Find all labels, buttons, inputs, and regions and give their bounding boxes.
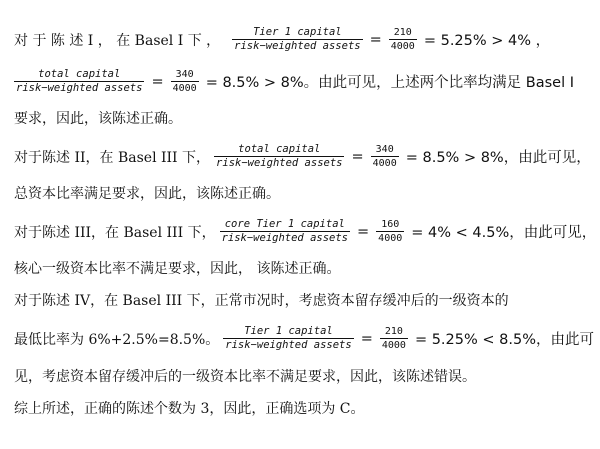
fraction-core-tier1-over-rwa [220, 218, 350, 245]
numerator: 210 [384, 326, 403, 337]
equals-sign: = [351, 148, 364, 165]
numerator: core Tier 1 capital [224, 218, 345, 230]
denominator: risk−weighted assets [216, 157, 343, 169]
denominator: risk−weighted assets [221, 232, 349, 244]
result: = 4% < 4.5%，由此可见， [411, 225, 597, 241]
text: 对于陈述 III，在 Basel III 下， [14, 224, 216, 241]
numerator: 210 [393, 27, 412, 38]
fraction-total-over-rwa [214, 143, 344, 170]
fraction-values [171, 68, 199, 95]
equals-sign: = [360, 330, 373, 347]
paragraph-statement-4-line-1 [14, 290, 590, 310]
numerator: 340 [375, 144, 394, 155]
numerator: Tier 1 capital [244, 325, 333, 337]
result: = 5.25% < 8.5%，由此可 [414, 332, 594, 348]
paragraph-statement-1-line-2 [14, 68, 590, 95]
result: = 8.5% > 8%，由此可见， [405, 150, 591, 166]
fraction-values [376, 218, 404, 245]
denominator: 4000 [172, 83, 197, 94]
equals-sign: = [369, 31, 382, 48]
fraction-values [371, 143, 399, 170]
fraction-values [389, 26, 417, 53]
denominator: risk−weighted assets [225, 339, 352, 351]
text: 综上所述，正确的陈述个数为 3，因此，正确选项为 C。 [14, 401, 365, 417]
text: 对于陈述 IV，在 Basel III 下，正常市况时，考虑资本留存缓冲后的一级资本的 [14, 293, 509, 309]
equals-sign: = [151, 73, 164, 90]
paragraph-statement-4-line-2 [14, 325, 594, 352]
fraction-tier1-over-rwa [232, 26, 362, 53]
text: 对于陈述 II，在 Basel III 下， [14, 149, 211, 166]
text: 对 于 陈 述 Ⅰ ， 在 Basel Ⅰ 下 ， [14, 32, 221, 49]
numerator: Tier 1 capital [253, 26, 342, 38]
denominator: risk−weighted assets [234, 40, 361, 52]
fraction-values [380, 325, 408, 352]
equals-sign: = [357, 223, 370, 240]
text: 总资本比率满足要求，因此，该陈述正确。 [14, 186, 280, 202]
denominator: 4000 [390, 41, 415, 52]
text: 见，考虑资本留存缓冲后的一级资本比率不满足要求，因此，该陈述错误。 [14, 369, 476, 385]
text: 核心一级资本比率不满足要求，因此， 该陈述正确。 [14, 261, 341, 277]
paragraph-statement-1-line-1 [14, 26, 590, 53]
denominator: 4000 [381, 340, 406, 351]
paragraph-statement-2-line-1 [14, 143, 590, 170]
numerator: 340 [175, 69, 194, 80]
fraction-tier1-over-rwa [223, 325, 353, 352]
paragraph-statement-3-line-2 [14, 258, 590, 278]
text: 最低比率为 6%+2.5%=8.5%。 [14, 331, 220, 348]
denominator: 4000 [378, 233, 403, 244]
paragraph-statement-3-line-1 [14, 218, 597, 245]
numerator: total capital [38, 68, 121, 80]
numerator: 160 [381, 219, 400, 230]
denominator: risk−weighted assets [16, 82, 143, 94]
text: 要求，因此，该陈述正确。 [14, 111, 182, 127]
result: = 5.25% > 4% ， [423, 33, 551, 49]
paragraph-statement-2-line-2 [14, 183, 590, 203]
result: = 8.5% > 8%。由此可见，上述两个比率均满足 Basel I [205, 75, 574, 91]
paragraph-conclusion [14, 398, 590, 418]
paragraph-statement-4-line-3 [14, 366, 590, 386]
denominator: 4000 [372, 158, 397, 169]
paragraph-statement-1-line-3 [14, 108, 590, 128]
numerator: total capital [238, 143, 321, 155]
fraction-total-over-rwa [14, 68, 144, 95]
